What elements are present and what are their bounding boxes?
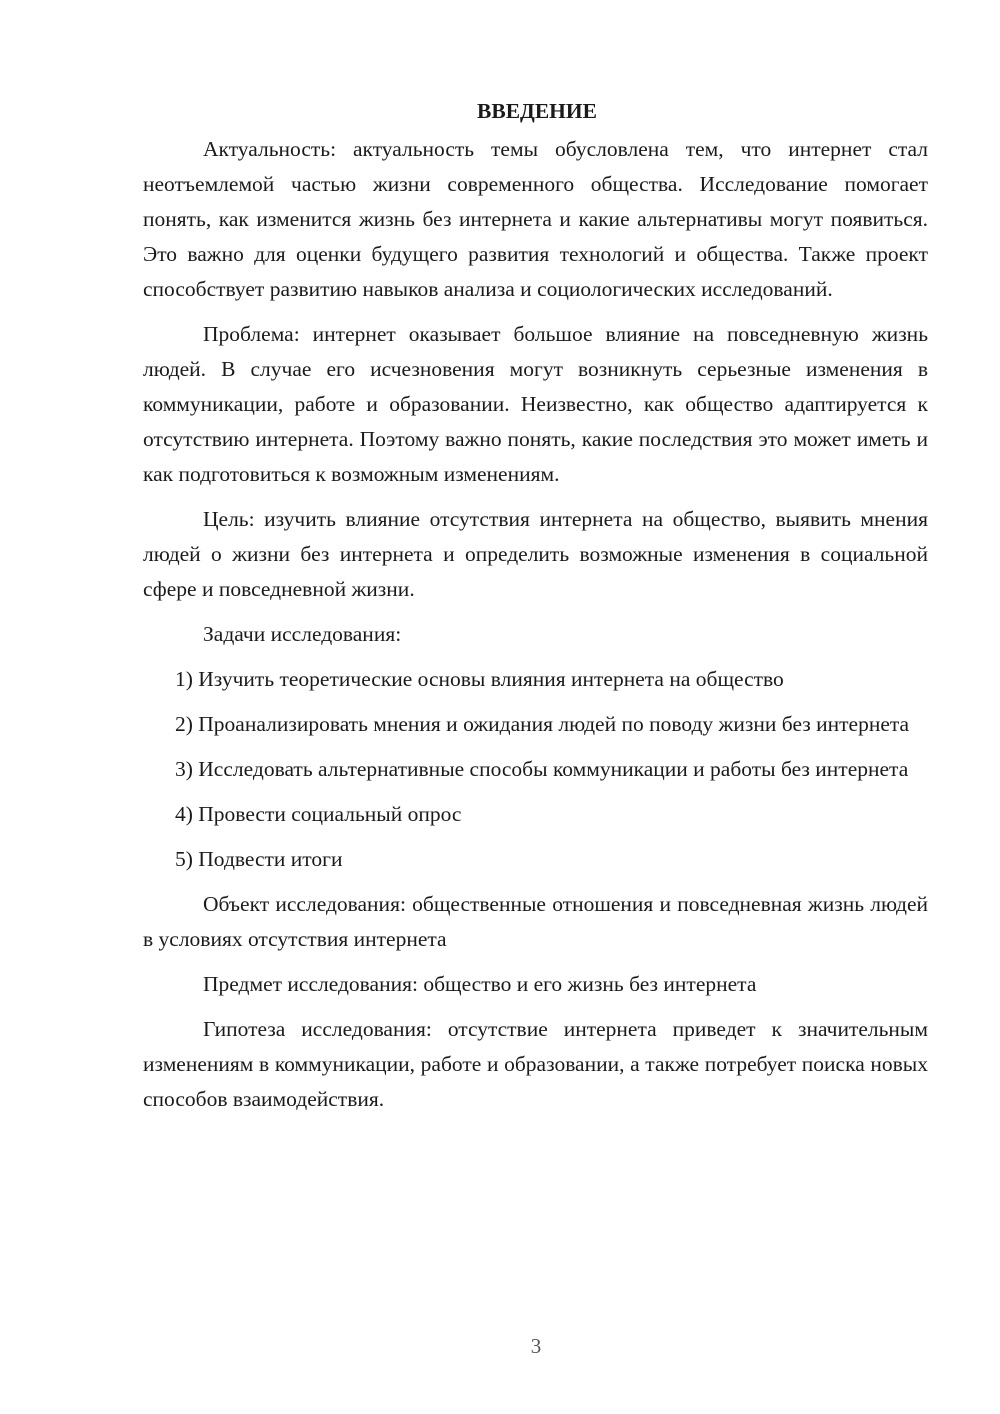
task-item-1: 1) Изучить теоретические основы влияния интернета на общество bbox=[175, 667, 784, 691]
task-item-3: 3) Исследовать альтернативные способы коммуникации и работы без интернета bbox=[175, 757, 909, 781]
paragraph-hypothesis: Гипотеза исследования: отсутствие интернета приведет к значительным изменениям в коммуникации, работе и образовании, а также потребует поиска новых способов взаимодействия. bbox=[143, 1017, 928, 1111]
paragraph-relevance: Актуальность: актуальность темы обусловлена тем, что интернет стал неотъемлемой частью жизни современного общества. Исследование помогает понять, как изменится жизнь без интернета и какие альтернативы могут появиться. Это важно для оценки будущего развития технологий и общества. Также проект способствует развитию навыков анализа и социологических исследований. bbox=[143, 137, 928, 301]
section-title: ВВЕДЕНИЕ bbox=[477, 99, 597, 123]
page-content bbox=[143, 96, 928, 1127]
page-number: 3 bbox=[530, 1334, 542, 1358]
paragraph-tasks-heading: Задачи исследования: bbox=[203, 622, 402, 646]
task-item-2: 2) Проанализировать мнения и ожидания людей по поводу жизни без интернета bbox=[175, 712, 910, 736]
paragraph-object: Объект исследования: общественные отношения и повседневная жизнь людей в условиях отсутствия интернета bbox=[143, 892, 928, 951]
task-item-5: 5) Подвести итоги bbox=[175, 847, 343, 871]
task-item-4: 4) Провести социальный опрос bbox=[175, 802, 462, 826]
paragraph-goal: Цель: изучить влияние отсутствия интернета на общество, выявить мнения людей о жизни без интернета и определить возможные изменения в социальной сфере и повседневной жизни. bbox=[143, 507, 928, 601]
paragraph-problem: Проблема: интернет оказывает большое влияние на повседневную жизнь людей. В случае его исчезновения могут возникнуть серьезные изменения в коммуникации, работе и образовании. Неизвестно, как общество адаптируется к отсутствию интернета. Поэтому важно понять, какие последствия это может иметь и как подготовиться к возможным изменениям. bbox=[143, 322, 928, 486]
paragraph-subject: Предмет исследования: общество и его жизнь без интернета bbox=[203, 972, 757, 996]
